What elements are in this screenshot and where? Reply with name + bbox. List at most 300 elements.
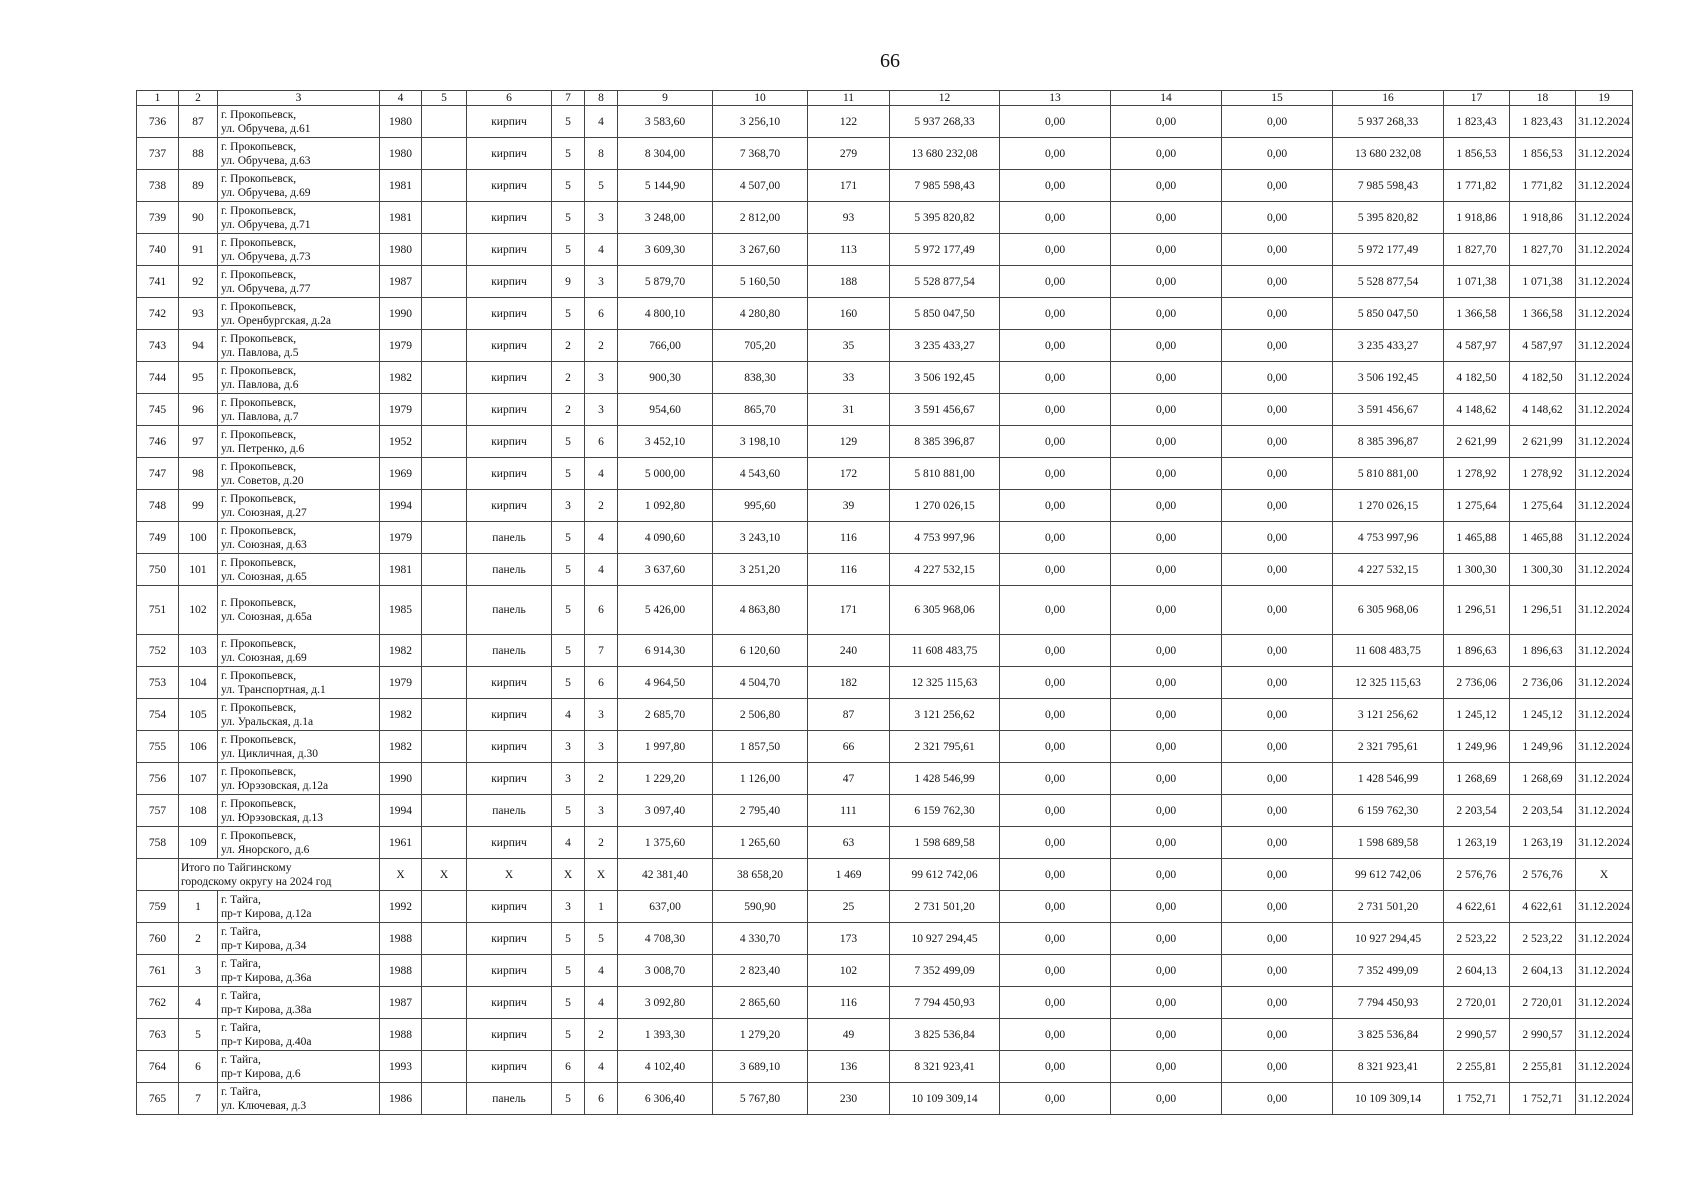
unit-cost-limit-cell: 1 918,86	[1510, 202, 1576, 234]
col13-cell: 0,00	[1000, 1051, 1111, 1083]
col13-cell: 0,00	[1000, 426, 1111, 458]
column-header-19: 19	[1576, 91, 1633, 106]
address-city: г. Тайга,	[221, 1021, 261, 1034]
residents-cell: 35	[808, 330, 890, 362]
total-area-cell: 3 452,10	[618, 426, 713, 458]
address-street: ул. Обручева, д.71	[221, 218, 311, 231]
living-area-cell: 1 126,00	[713, 763, 808, 795]
col5-cell	[422, 330, 467, 362]
column-header-4: 4	[380, 91, 422, 106]
entrances-cell: 3	[585, 362, 618, 394]
col5-cell	[422, 731, 467, 763]
local-number-cell: 107	[179, 763, 218, 795]
local-number-cell: 2	[179, 923, 218, 955]
year-built-cell: 1985	[380, 586, 422, 635]
year-built-cell: 1969	[380, 458, 422, 490]
address-cell	[218, 1019, 380, 1051]
col13-cell: 0,00	[1000, 170, 1111, 202]
cost-total-cell: 2 731 501,20	[890, 891, 1000, 923]
address-city: г. Прокопьевск,	[221, 765, 297, 778]
cost-fund-cell: 2 731 501,20	[1333, 891, 1444, 923]
cost-total-cell: 8 321 923,41	[890, 1051, 1000, 1083]
col14-cell: 0,00	[1111, 362, 1222, 394]
deadline-cell: 31.12.2024	[1576, 234, 1633, 266]
residents-cell: 171	[808, 170, 890, 202]
year-built-cell: 1994	[380, 490, 422, 522]
deadline-cell: 31.12.2024	[1576, 827, 1633, 859]
col15-cell: 0,00	[1222, 827, 1333, 859]
floors-cell: 3	[552, 763, 585, 795]
cost-total-cell: 3 235 433,27	[890, 330, 1000, 362]
col5-cell	[422, 1083, 467, 1115]
col5-cell	[422, 827, 467, 859]
deadline-cell: 31.12.2024	[1576, 1051, 1633, 1083]
col15-cell: 0,00	[1222, 426, 1333, 458]
year-built-cell: 1980	[380, 106, 422, 138]
table-row	[137, 1051, 1633, 1083]
row-number-cell: 747	[137, 458, 179, 490]
cost-fund-cell: 8 321 923,41	[1333, 1051, 1444, 1083]
col5-cell	[422, 987, 467, 1019]
registry-table	[136, 90, 1633, 1115]
col15-cell: 0,00	[1222, 955, 1333, 987]
column-header-7: 7	[552, 91, 585, 106]
col5-cell	[422, 394, 467, 426]
living-area-cell: 2 823,40	[713, 955, 808, 987]
unit-cost-cell: 1 071,38	[1444, 266, 1510, 298]
address-cell	[218, 554, 380, 586]
table-row	[137, 795, 1633, 827]
year-built-cell: 1988	[380, 1019, 422, 1051]
floors-cell: 5	[552, 955, 585, 987]
total-area-cell: 2 685,70	[618, 699, 713, 731]
row-number-cell: 764	[137, 1051, 179, 1083]
residents-cell: 1 469	[808, 859, 890, 891]
address-street: ул. Оренбургская, д.2а	[221, 314, 331, 327]
col14-cell: 0,00	[1111, 458, 1222, 490]
cost-total-cell: 10 927 294,45	[890, 923, 1000, 955]
living-area-cell: 6 120,60	[713, 635, 808, 667]
local-number-cell: 100	[179, 522, 218, 554]
address-cell	[218, 795, 380, 827]
unit-cost-cell: 4 182,50	[1444, 362, 1510, 394]
col15-cell: 0,00	[1222, 554, 1333, 586]
column-header-18: 18	[1510, 91, 1576, 106]
unit-cost-limit-cell: 2 255,81	[1510, 1051, 1576, 1083]
address-street: ул. Обручева, д.77	[221, 282, 311, 295]
table-row	[137, 362, 1633, 394]
floors-cell: 5	[552, 554, 585, 586]
col15-cell: 0,00	[1222, 1083, 1333, 1115]
col15-cell: 0,00	[1222, 330, 1333, 362]
cost-fund-cell: 7 985 598,43	[1333, 170, 1444, 202]
residents-cell: 171	[808, 586, 890, 635]
unit-cost-cell: 1 896,63	[1444, 635, 1510, 667]
address-street: пр-т Кирова, д.6	[221, 1067, 301, 1080]
col13-cell: 0,00	[1000, 1083, 1111, 1115]
total-area-cell: 1 229,20	[618, 763, 713, 795]
deadline-cell: 31.12.2024	[1576, 522, 1633, 554]
total-area-cell: 6 306,40	[618, 1083, 713, 1115]
col13-cell: 0,00	[1000, 298, 1111, 330]
living-area-cell: 995,60	[713, 490, 808, 522]
floors-cell: X	[552, 859, 585, 891]
unit-cost-cell: 1 465,88	[1444, 522, 1510, 554]
cost-total-cell: 5 972 177,49	[890, 234, 1000, 266]
wall-material-cell: панель	[467, 586, 552, 635]
floors-cell: 5	[552, 170, 585, 202]
year-built-cell: 1981	[380, 554, 422, 586]
table-row	[137, 827, 1633, 859]
col14-cell: 0,00	[1111, 522, 1222, 554]
unit-cost-limit-cell: 1 827,70	[1510, 234, 1576, 266]
living-area-cell: 3 243,10	[713, 522, 808, 554]
col13-cell: 0,00	[1000, 490, 1111, 522]
unit-cost-cell: 1 771,82	[1444, 170, 1510, 202]
col15-cell: 0,00	[1222, 667, 1333, 699]
address-city: г. Прокопьевск,	[221, 637, 297, 650]
col15-cell: 0,00	[1222, 138, 1333, 170]
residents-cell: 173	[808, 923, 890, 955]
table-row	[137, 426, 1633, 458]
address-city: г. Прокопьевск,	[221, 332, 297, 345]
entrances-cell: 4	[585, 955, 618, 987]
address-cell	[218, 426, 380, 458]
column-header-3: 3	[218, 91, 380, 106]
address-cell	[218, 138, 380, 170]
address-city: г. Тайга,	[221, 1085, 261, 1098]
living-area-cell: 3 198,10	[713, 426, 808, 458]
summary-label-line2: городскому округу на 2024 год	[181, 875, 332, 888]
floors-cell: 2	[552, 394, 585, 426]
address-street: ул. Союзная, д.63	[221, 538, 307, 551]
page-number: 66	[880, 50, 900, 72]
column-header-8: 8	[585, 91, 618, 106]
col13-cell: 0,00	[1000, 795, 1111, 827]
table-row	[137, 923, 1633, 955]
floors-cell: 5	[552, 795, 585, 827]
residents-cell: 240	[808, 635, 890, 667]
unit-cost-cell: 1 263,19	[1444, 827, 1510, 859]
entrances-cell: 2	[585, 1019, 618, 1051]
wall-material-cell: панель	[467, 795, 552, 827]
local-number-cell: 99	[179, 490, 218, 522]
address-street: ул. Обручева, д.63	[221, 154, 311, 167]
floors-cell: 2	[552, 362, 585, 394]
cost-fund-cell: 1 270 026,15	[1333, 490, 1444, 522]
table-row	[137, 170, 1633, 202]
living-area-cell: 3 251,20	[713, 554, 808, 586]
local-number-cell: 94	[179, 330, 218, 362]
unit-cost-cell: 2 203,54	[1444, 795, 1510, 827]
cost-fund-cell: 3 825 536,84	[1333, 1019, 1444, 1051]
col5-cell	[422, 138, 467, 170]
col13-cell: 0,00	[1000, 458, 1111, 490]
unit-cost-limit-cell: 1 771,82	[1510, 170, 1576, 202]
floors-cell: 5	[552, 923, 585, 955]
cost-total-cell: 99 612 742,06	[890, 859, 1000, 891]
col15-cell: 0,00	[1222, 1019, 1333, 1051]
address-street: ул. Союзная, д.65а	[221, 611, 312, 623]
col15-cell: 0,00	[1222, 522, 1333, 554]
cost-total-cell: 11 608 483,75	[890, 635, 1000, 667]
col13-cell: 0,00	[1000, 106, 1111, 138]
cost-fund-cell: 7 352 499,09	[1333, 955, 1444, 987]
wall-material-cell: кирпич	[467, 731, 552, 763]
deadline-cell: 31.12.2024	[1576, 426, 1633, 458]
summary-blank-cell	[137, 859, 179, 891]
cost-total-cell: 5 528 877,54	[890, 266, 1000, 298]
col13-cell: 0,00	[1000, 266, 1111, 298]
column-header-10: 10	[713, 91, 808, 106]
local-number-cell: 96	[179, 394, 218, 426]
deadline-cell: 31.12.2024	[1576, 699, 1633, 731]
year-built-cell: 1982	[380, 699, 422, 731]
unit-cost-cell: 1 268,69	[1444, 763, 1510, 795]
unit-cost-cell: 2 255,81	[1444, 1051, 1510, 1083]
col5-cell	[422, 955, 467, 987]
summary-label-cell	[179, 859, 380, 891]
row-number-cell: 762	[137, 987, 179, 1019]
unit-cost-cell: 1 275,64	[1444, 490, 1510, 522]
deadline-cell: 31.12.2024	[1576, 923, 1633, 955]
wall-material-cell: кирпич	[467, 426, 552, 458]
address-street: пр-т Кирова, д.36а	[221, 971, 312, 984]
address-city: г. Прокопьевск,	[221, 597, 297, 609]
cost-fund-cell: 6 305 968,06	[1333, 586, 1444, 635]
living-area-cell: 4 543,60	[713, 458, 808, 490]
entrances-cell: 2	[585, 827, 618, 859]
floors-cell: 5	[552, 635, 585, 667]
total-area-cell: 5 879,70	[618, 266, 713, 298]
address-cell	[218, 955, 380, 987]
col13-cell: 0,00	[1000, 522, 1111, 554]
col14-cell: 0,00	[1111, 891, 1222, 923]
year-built-cell: 1987	[380, 987, 422, 1019]
col13-cell: 0,00	[1000, 234, 1111, 266]
col15-cell: 0,00	[1222, 859, 1333, 891]
address-street: ул. Юрэзовская, д.12а	[221, 779, 329, 792]
total-area-cell: 900,30	[618, 362, 713, 394]
wall-material-cell: кирпич	[467, 891, 552, 923]
address-city: г. Тайга,	[221, 989, 261, 1002]
row-number-cell: 751	[137, 586, 179, 635]
col14-cell: 0,00	[1111, 490, 1222, 522]
col15-cell: 0,00	[1222, 394, 1333, 426]
deadline-cell: 31.12.2024	[1576, 458, 1633, 490]
row-number-cell: 738	[137, 170, 179, 202]
entrances-cell: 7	[585, 635, 618, 667]
cost-total-cell: 5 395 820,82	[890, 202, 1000, 234]
col5-cell: X	[422, 859, 467, 891]
address-street: ул. Союзная, д.69	[221, 651, 307, 664]
address-city: г. Прокопьевск,	[221, 460, 297, 473]
address-cell	[218, 667, 380, 699]
local-number-cell: 102	[179, 586, 218, 635]
unit-cost-limit-cell: 1 245,12	[1510, 699, 1576, 731]
cost-fund-cell: 5 395 820,82	[1333, 202, 1444, 234]
total-area-cell: 3 248,00	[618, 202, 713, 234]
address-city: г. Прокопьевск,	[221, 140, 297, 153]
address-street: ул. Юрэзовская, д.13	[221, 811, 324, 824]
entrances-cell: 4	[585, 554, 618, 586]
col5-cell	[422, 522, 467, 554]
col13-cell: 0,00	[1000, 586, 1111, 635]
floors-cell: 5	[552, 426, 585, 458]
col5-cell	[422, 170, 467, 202]
col14-cell: 0,00	[1111, 923, 1222, 955]
unit-cost-limit-cell: 2 523,22	[1510, 923, 1576, 955]
col14-cell: 0,00	[1111, 795, 1222, 827]
cost-fund-cell: 1 428 546,99	[1333, 763, 1444, 795]
wall-material-cell: кирпич	[467, 699, 552, 731]
col14-cell: 0,00	[1111, 1051, 1222, 1083]
living-area-cell: 5 160,50	[713, 266, 808, 298]
entrances-cell: 3	[585, 795, 618, 827]
unit-cost-limit-cell: 1 752,71	[1510, 1083, 1576, 1115]
residents-cell: 93	[808, 202, 890, 234]
column-header-6: 6	[467, 91, 552, 106]
deadline-cell: 31.12.2024	[1576, 170, 1633, 202]
row-number-cell: 740	[137, 234, 179, 266]
local-number-cell: 91	[179, 234, 218, 266]
row-number-cell: 757	[137, 795, 179, 827]
table-row	[137, 202, 1633, 234]
table-row	[137, 955, 1633, 987]
year-built-cell: 1986	[380, 1083, 422, 1115]
unit-cost-limit-cell: 1 856,53	[1510, 138, 1576, 170]
year-built-cell: 1982	[380, 731, 422, 763]
entrances-cell: 2	[585, 330, 618, 362]
wall-material-cell: кирпич	[467, 106, 552, 138]
column-header-2: 2	[179, 91, 218, 106]
entrances-cell: 4	[585, 458, 618, 490]
cost-fund-cell: 6 159 762,30	[1333, 795, 1444, 827]
col13-cell: 0,00	[1000, 699, 1111, 731]
year-built-cell: 1990	[380, 763, 422, 795]
unit-cost-cell: 2 990,57	[1444, 1019, 1510, 1051]
col14-cell: 0,00	[1111, 554, 1222, 586]
local-number-cell: 101	[179, 554, 218, 586]
table-row	[137, 586, 1633, 635]
address-city: г. Прокопьевск,	[221, 204, 297, 217]
unit-cost-cell: 1 366,58	[1444, 298, 1510, 330]
residents-cell: 87	[808, 699, 890, 731]
unit-cost-cell: 2 720,01	[1444, 987, 1510, 1019]
col14-cell: 0,00	[1111, 731, 1222, 763]
deadline-cell: 31.12.2024	[1576, 330, 1633, 362]
residents-cell: 182	[808, 667, 890, 699]
row-number-cell: 749	[137, 522, 179, 554]
residents-cell: 33	[808, 362, 890, 394]
living-area-cell: 38 658,20	[713, 859, 808, 891]
local-number-cell: 104	[179, 667, 218, 699]
column-header-9: 9	[618, 91, 713, 106]
unit-cost-cell: 1 918,86	[1444, 202, 1510, 234]
col5-cell	[422, 362, 467, 394]
cost-total-cell: 3 121 256,62	[890, 699, 1000, 731]
total-area-cell: 8 304,00	[618, 138, 713, 170]
total-area-cell: 1 997,80	[618, 731, 713, 763]
residents-cell: 116	[808, 554, 890, 586]
unit-cost-cell: 2 621,99	[1444, 426, 1510, 458]
local-number-cell: 103	[179, 635, 218, 667]
address-city: г. Тайга,	[221, 925, 261, 938]
col14-cell: 0,00	[1111, 1083, 1222, 1115]
wall-material-cell: панель	[467, 554, 552, 586]
address-city: г. Прокопьевск,	[221, 701, 297, 714]
cost-fund-cell: 12 325 115,63	[1333, 667, 1444, 699]
table-row	[137, 298, 1633, 330]
deadline-cell: 31.12.2024	[1576, 1083, 1633, 1115]
unit-cost-limit-cell: 2 604,13	[1510, 955, 1576, 987]
table-row	[137, 458, 1633, 490]
total-area-cell: 1 092,80	[618, 490, 713, 522]
living-area-cell: 4 507,00	[713, 170, 808, 202]
address-street: пр-т Кирова, д.12а	[221, 907, 312, 920]
wall-material-cell: кирпич	[467, 234, 552, 266]
wall-material-cell: кирпич	[467, 330, 552, 362]
address-street: ул. Союзная, д.27	[221, 506, 307, 519]
local-number-cell: 105	[179, 699, 218, 731]
address-city: г. Прокопьевск,	[221, 797, 297, 810]
total-area-cell: 3 637,60	[618, 554, 713, 586]
col15-cell: 0,00	[1222, 266, 1333, 298]
year-built-cell: 1952	[380, 426, 422, 458]
wall-material-cell: кирпич	[467, 170, 552, 202]
cost-total-cell: 3 825 536,84	[890, 1019, 1000, 1051]
column-header-16: 16	[1333, 91, 1444, 106]
unit-cost-cell: 2 736,06	[1444, 667, 1510, 699]
address-city: г. Прокопьевск,	[221, 300, 297, 313]
unit-cost-cell: 1 296,51	[1444, 586, 1510, 635]
local-number-cell: 3	[179, 955, 218, 987]
row-number-cell: 743	[137, 330, 179, 362]
residents-cell: 122	[808, 106, 890, 138]
local-number-cell: 5	[179, 1019, 218, 1051]
address-city: г. Прокопьевск,	[221, 396, 297, 409]
entrances-cell: 3	[585, 699, 618, 731]
living-area-cell: 705,20	[713, 330, 808, 362]
table-row	[137, 522, 1633, 554]
cost-total-cell: 10 109 309,14	[890, 1083, 1000, 1115]
col13-cell: 0,00	[1000, 1019, 1111, 1051]
living-area-cell: 3 256,10	[713, 106, 808, 138]
wall-material-cell: панель	[467, 635, 552, 667]
local-number-cell: 98	[179, 458, 218, 490]
address-street: ул. Союзная, д.65	[221, 570, 307, 583]
year-built-cell: 1979	[380, 394, 422, 426]
row-number-cell: 737	[137, 138, 179, 170]
table-row	[137, 106, 1633, 138]
deadline-cell: 31.12.2024	[1576, 138, 1633, 170]
col5-cell	[422, 763, 467, 795]
cost-total-cell: 6 305 968,06	[890, 586, 1000, 635]
entrances-cell: 5	[585, 170, 618, 202]
address-street: пр-т Кирова, д.38а	[221, 1003, 312, 1016]
year-built-cell: 1988	[380, 923, 422, 955]
deadline-cell: 31.12.2024	[1576, 635, 1633, 667]
address-city: г. Прокопьевск,	[221, 172, 297, 185]
cost-total-cell: 12 325 115,63	[890, 667, 1000, 699]
entrances-cell: 6	[585, 298, 618, 330]
entrances-cell: 4	[585, 987, 618, 1019]
entrances-cell: 6	[585, 1083, 618, 1115]
col13-cell: 0,00	[1000, 202, 1111, 234]
address-cell	[218, 394, 380, 426]
residents-cell: 230	[808, 1083, 890, 1115]
unit-cost-cell: 2 604,13	[1444, 955, 1510, 987]
